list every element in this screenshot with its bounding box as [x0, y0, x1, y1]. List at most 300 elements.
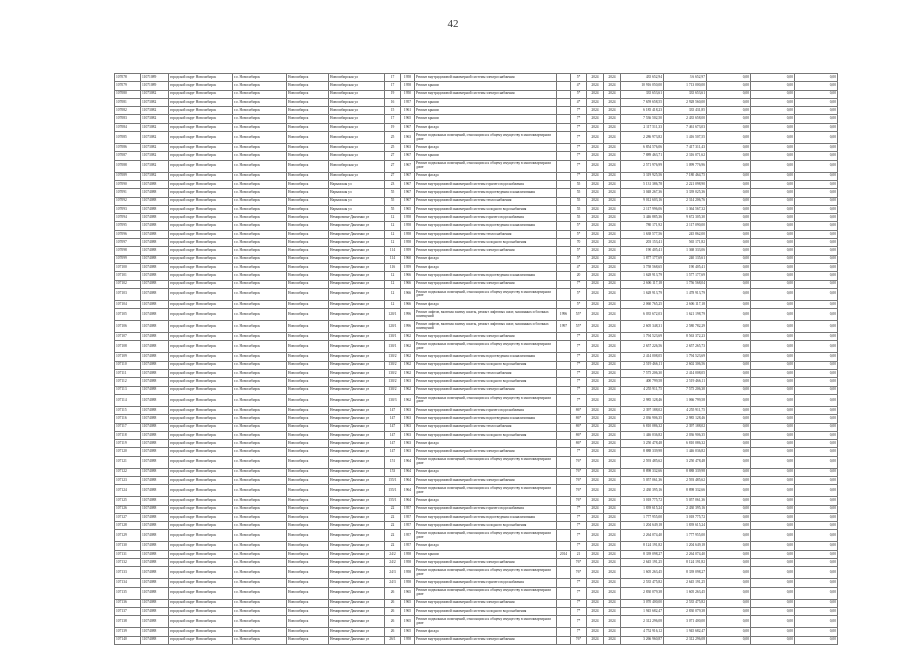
table-cell: 107096	[115, 230, 141, 238]
table-cell: 1950	[401, 90, 415, 98]
table-cell: 0,00	[751, 300, 795, 308]
table-cell: 153	[385, 468, 401, 476]
table-cell: 1 446 036,82	[621, 431, 664, 439]
table-cell: 3 6 652,97	[664, 74, 707, 82]
table-cell: Новосибирск	[287, 587, 329, 599]
table-cell	[557, 353, 571, 361]
table-cell: Нарымская ул	[329, 197, 385, 205]
table-cell: 2024	[587, 406, 604, 414]
table-cell: Новосибирск	[287, 378, 329, 386]
table-cell: 0,00	[795, 107, 838, 115]
table-cell: городской округ Новосибирск	[169, 90, 233, 98]
table-cell: Немировича-Данченко ул	[329, 476, 385, 484]
table-cell: 2024	[604, 82, 621, 90]
table-cell: 2024	[587, 386, 604, 394]
table-cell: Новосибирск	[287, 172, 329, 180]
table-cell: 7*	[571, 144, 587, 152]
table-cell: 55	[571, 189, 587, 197]
table-cell: 76*	[571, 485, 587, 497]
table-cell: г.о. Новосибирск	[233, 587, 287, 599]
table-cell: г.о. Новосибирск	[233, 599, 287, 607]
table-cell: 5 057 061,36	[664, 497, 707, 505]
table-cell: 1963	[401, 431, 415, 439]
table-cell: 2024	[604, 263, 621, 271]
table-cell: 1958	[401, 230, 415, 238]
table-cell: 1967	[401, 180, 415, 188]
table-cell: 1 638 577,56	[621, 230, 664, 238]
table-cell: 0,00	[751, 394, 795, 406]
table-cell: 0,00	[795, 239, 838, 247]
table-cell: 86*	[571, 406, 587, 414]
table-cell: Немировича-Данченко ул	[329, 353, 385, 361]
table-cell: 1958	[401, 579, 415, 587]
table-cell: 7*	[571, 341, 587, 353]
table-cell: 107117	[115, 423, 141, 431]
table-cell: 2 060 765,25	[621, 300, 664, 308]
table-cell: Ремонт внутридомовой инженерной системы электроснабжения	[415, 90, 557, 98]
table-cell: 1966	[401, 288, 415, 300]
table-cell: 0,00	[795, 431, 838, 439]
table-cell: Ремонт внутридомовой инженерной системы электроснабжения	[415, 247, 557, 255]
table-cell: 0,00	[751, 115, 795, 123]
table-cell: Новосибирск	[287, 579, 329, 587]
table-cell: г.о. Новосибирск	[233, 82, 287, 90]
table-cell: 107093	[115, 205, 141, 213]
table-cell: 1 713 000,00	[664, 82, 707, 90]
table-cell: 24/3	[385, 579, 401, 587]
table-cell: 3 339 025,36	[664, 189, 707, 197]
table-cell: 0,00	[751, 386, 795, 394]
table-cell: Новосибирск	[287, 468, 329, 476]
table-cell: г.о. Новосибирск	[233, 309, 287, 321]
table-cell: 8 339 098,27	[664, 567, 707, 579]
table-cell: 0,00	[751, 98, 795, 106]
table-cell: Новосибирск	[287, 90, 329, 98]
table-cell: 0,00	[751, 415, 795, 423]
table-cell: Новосибирск	[287, 607, 329, 615]
table-cell: 155/1	[385, 476, 401, 484]
table-cell: 0,00	[707, 599, 751, 607]
table-cell: г.о. Новосибирск	[233, 370, 287, 378]
table-cell: городской округ Новосибирск	[169, 239, 233, 247]
table-cell: 2 657 226,56	[621, 341, 664, 353]
table-cell: 4*	[571, 263, 587, 271]
table-cell: Новосибирская ул	[329, 160, 385, 172]
table-cell: 107134	[115, 579, 141, 587]
table-cell: 0,00	[751, 205, 795, 213]
table-cell: 2024	[587, 636, 604, 644]
table-cell: Новосибирская ул	[329, 123, 385, 131]
table-cell: 2024	[587, 333, 604, 341]
table-row	[115, 468, 838, 476]
table-cell: 0,00	[751, 353, 795, 361]
table-cell: 2024	[587, 222, 604, 230]
table-cell: 0,00	[795, 300, 838, 308]
table-cell: Ремонт фасада	[415, 440, 557, 448]
table-cell: 11074088	[141, 255, 169, 263]
table-cell: 7*	[571, 628, 587, 636]
table-cell: 2024	[587, 132, 604, 144]
table-cell: 1958	[401, 222, 415, 230]
table-cell	[557, 370, 571, 378]
table-cell: Новосибирск	[287, 74, 329, 82]
table-cell: 2 314 206,76	[664, 197, 707, 205]
table-cell: 2024	[587, 616, 604, 628]
table-cell: Немировича-Данченко ул	[329, 636, 385, 644]
table-cell: Ремонт лифтов, включая замену шахты, ремонт лифтовых шахт, машинных и блочных помещений	[415, 321, 557, 333]
table-cell: Ремонт подвальных помещений, относящихся к общему имуществу в многоквартирном доме	[415, 341, 557, 353]
table-cell: 3 250 478,48	[621, 440, 664, 448]
table-row	[115, 321, 838, 333]
table-cell: 0,00	[707, 542, 751, 550]
table-cell: 7 575 206,30	[664, 386, 707, 394]
table-cell: 5*	[571, 74, 587, 82]
table-cell: 2024	[587, 550, 604, 558]
table-cell: Новосибирск	[287, 214, 329, 222]
table-cell: 0,00	[795, 567, 838, 579]
table-cell: 0,00	[751, 456, 795, 468]
table-cell: Ремонт внутридомовой инженерной системы водоотведения и канализования	[415, 272, 557, 280]
table-cell: Ремонт фасада	[415, 144, 557, 152]
table-cell: 107116	[115, 415, 141, 423]
table-cell: Новосибирск	[287, 616, 329, 628]
table-cell: 1967	[401, 160, 415, 172]
table-cell: 0,00	[751, 230, 795, 238]
table-cell: 0,00	[707, 505, 751, 513]
table-row	[115, 370, 838, 378]
table-cell: 130/2	[385, 361, 401, 369]
table-cell: городской округ Новосибирск	[169, 263, 233, 271]
table-cell: 155/1	[385, 497, 401, 505]
table-cell	[557, 628, 571, 636]
table-cell: Новосибирская ул	[329, 107, 385, 115]
table-cell: 1965	[401, 616, 415, 628]
table-cell: Ремонт внутридомовой инженерной системы теплоснабжения	[415, 230, 557, 238]
table-cell: 1996	[401, 309, 415, 321]
table-cell: 2 036 906,35	[664, 431, 707, 439]
table-cell: 7*	[571, 579, 587, 587]
table-cell: 5*	[571, 288, 587, 300]
table-cell: 107114	[115, 394, 141, 406]
table-cell: 11071089	[141, 82, 169, 90]
table-cell: 2024	[604, 542, 621, 550]
table-cell: 2024	[604, 98, 621, 106]
table-cell: Новосибирск	[287, 456, 329, 468]
table-cell: 7*	[571, 522, 587, 530]
table-cell: 107125	[115, 497, 141, 505]
table-cell: 2024	[604, 587, 621, 599]
table-cell: 2024	[604, 222, 621, 230]
table-cell: 1996	[401, 321, 415, 333]
table-cell: Немировича-Данченко ул	[329, 567, 385, 579]
table-cell: г.о. Новосибирск	[233, 361, 287, 369]
table-cell: 2 606 117,18	[664, 300, 707, 308]
table-cell: 2 519 466,11	[621, 361, 664, 369]
table-cell: Новосибирск	[287, 160, 329, 172]
table-cell: 120/1	[385, 309, 401, 321]
table-cell: городской округ Новосибирск	[169, 468, 233, 476]
table-cell: 0,00	[795, 222, 838, 230]
table-cell: 0,00	[751, 309, 795, 321]
table-cell: 0,00	[751, 107, 795, 115]
table-cell: 0,00	[751, 431, 795, 439]
table-cell: Новосибирск	[287, 189, 329, 197]
table-cell: г.о. Новосибирск	[233, 98, 287, 106]
table-cell: городской округ Новосибирск	[169, 205, 233, 213]
table-cell	[557, 522, 571, 530]
table-cell: 107138	[115, 616, 141, 628]
table-cell: 1 777 955,00	[664, 530, 707, 542]
table-cell: 1962	[401, 361, 415, 369]
table-cell: 2024	[604, 272, 621, 280]
table-cell: 11074088	[141, 288, 169, 300]
table-cell: г.о. Новосибирск	[233, 189, 287, 197]
table-cell: 107111	[115, 370, 141, 378]
table-cell: 2024	[587, 107, 604, 115]
table-cell: Новосибирск	[287, 406, 329, 414]
table-cell: 0,00	[751, 160, 795, 172]
table-cell: 1 577 177,69	[664, 272, 707, 280]
table-cell: 2024	[587, 197, 604, 205]
table-cell: 0,00	[751, 607, 795, 615]
table-cell: 11074088	[141, 386, 169, 394]
table-cell: 190 405,41	[664, 263, 707, 271]
table-cell: 2024	[604, 309, 621, 321]
table-cell: 2024	[604, 341, 621, 353]
table-cell: Новосибирск	[287, 341, 329, 353]
table-cell: 1965	[401, 599, 415, 607]
table-cell: 0,00	[707, 394, 751, 406]
table-cell: 0,00	[795, 321, 838, 333]
table-cell: 2 316 071,62	[664, 152, 707, 160]
table-cell: Ремонт внутридомовой инженерной системы теплоснабжения	[415, 423, 557, 431]
table-cell: 7*	[571, 448, 587, 456]
table-cell: 3 446 885,36	[621, 214, 664, 222]
table-cell: 2024	[587, 468, 604, 476]
table-cell	[557, 497, 571, 505]
table-cell: 1962	[401, 353, 415, 361]
table-cell: городской округ Новосибирск	[169, 272, 233, 280]
table-cell	[557, 272, 571, 280]
table-cell: 2024	[587, 567, 604, 579]
table-cell: Немировича-Данченко ул	[329, 522, 385, 530]
table-cell: 0,00	[795, 587, 838, 599]
table-cell: 107132	[115, 559, 141, 567]
table-cell: 0,00	[707, 321, 751, 333]
table-cell: 0,00	[795, 497, 838, 505]
table-cell: Ремонт фасада	[415, 263, 557, 271]
table-cell: городской округ Новосибирск	[169, 559, 233, 567]
table-cell: 1967	[401, 172, 415, 180]
table-cell: городской округ Новосибирск	[169, 230, 233, 238]
table-cell: г.о. Новосибирск	[233, 415, 287, 423]
table-row	[115, 288, 838, 300]
table-cell: Немировича-Данченко ул	[329, 628, 385, 636]
table-cell: 107086	[115, 144, 141, 152]
table-cell: 147	[385, 431, 401, 439]
table-cell: 2024	[587, 341, 604, 353]
table-cell: 1 446 036,82	[664, 448, 707, 456]
table-cell: г.о. Новосибирск	[233, 107, 287, 115]
table-cell: Новосибирск	[287, 263, 329, 271]
table-cell: 2 397 188,02	[664, 423, 707, 431]
table-cell: 0,00	[795, 115, 838, 123]
table-cell: 107131	[115, 550, 141, 558]
table-cell: городской округ Новосибирск	[169, 386, 233, 394]
table-cell: 7*	[571, 386, 587, 394]
table-cell: 1965	[401, 587, 415, 599]
table-cell: 1967	[401, 123, 415, 131]
table-cell: 17	[385, 82, 401, 90]
table-cell: 7*	[571, 607, 587, 615]
table-cell: 0,00	[707, 530, 751, 542]
table-cell	[557, 448, 571, 456]
table-cell	[557, 115, 571, 123]
table-cell: городской округ Новосибирск	[169, 341, 233, 353]
table-cell: 4 255 911,75	[621, 386, 664, 394]
table-cell: 0,00	[751, 567, 795, 579]
table-cell: 0,00	[795, 456, 838, 468]
table-cell: 0,00	[707, 247, 751, 255]
table-row	[115, 107, 838, 115]
table-cell: 6 810 086,32	[621, 423, 664, 431]
table-cell: 1958	[401, 559, 415, 567]
table-cell: 1 605 263,45	[621, 567, 664, 579]
table-cell: 107130	[115, 542, 141, 550]
table-cell: 107126	[115, 505, 141, 513]
table-cell: 130/2	[385, 386, 401, 394]
table-row	[115, 448, 838, 456]
table-cell: 1959	[401, 247, 415, 255]
table-cell: 130/1	[385, 341, 401, 353]
table-cell: 0,00	[751, 239, 795, 247]
table-cell: 76*	[571, 567, 587, 579]
table-row	[115, 98, 838, 106]
table-cell: 2024	[587, 599, 604, 607]
table-cell: городской округ Новосибирск	[169, 378, 233, 386]
table-cell: Немировича-Данченко ул	[329, 288, 385, 300]
table-cell: г.о. Новосибирск	[233, 353, 287, 361]
table-cell: 0,00	[707, 288, 751, 300]
table-cell: городской округ Новосибирск	[169, 189, 233, 197]
table-cell: 0,00	[795, 247, 838, 255]
table-cell: 107113	[115, 386, 141, 394]
table-cell: 0,00	[795, 406, 838, 414]
table-cell: 0,00	[707, 263, 751, 271]
table-cell: 0,00	[751, 333, 795, 341]
table-cell: 11073082	[141, 160, 169, 172]
table-cell	[557, 468, 571, 476]
table-cell: 0,00	[795, 476, 838, 484]
table-cell	[557, 222, 571, 230]
table-row	[115, 222, 838, 230]
table-cell: 2024	[587, 476, 604, 484]
table-cell: 107095	[115, 222, 141, 230]
table-cell: 0,00	[795, 172, 838, 180]
table-cell: 1 099 776,96	[664, 160, 707, 172]
table-cell: Нарымская ул	[329, 205, 385, 213]
table-cell: городской округ Новосибирск	[169, 214, 233, 222]
table-cell: 5 131 386,78	[621, 180, 664, 188]
table-cell: Ремонт внутридомовой инженерной системы холодного водоснабжения	[415, 361, 557, 369]
table-cell: 2024	[587, 180, 604, 188]
table-row	[115, 205, 838, 213]
table-cell: 7*	[571, 172, 587, 180]
table-cell: 0,00	[795, 579, 838, 587]
table-cell: 0,00	[795, 144, 838, 152]
table-cell: 107083	[115, 115, 141, 123]
table-cell: 0,00	[751, 247, 795, 255]
table-cell: г.о. Новосибирск	[233, 214, 287, 222]
table-cell: 0,00	[795, 309, 838, 321]
table-cell: 107103	[115, 288, 141, 300]
table-cell: 2024	[604, 205, 621, 213]
table-cell: 107100	[115, 263, 141, 271]
table-cell	[557, 230, 571, 238]
table-cell: 11073082	[141, 107, 169, 115]
table-cell: 6 185 418,23	[621, 107, 664, 115]
table-cell: 147	[385, 440, 401, 448]
table-cell: Немировича-Данченко ул	[329, 579, 385, 587]
table-cell: Новосибирская ул	[329, 74, 385, 82]
table-cell: городской округ Новосибирск	[169, 361, 233, 369]
table-cell: Новосибирск	[287, 272, 329, 280]
table-cell: 22	[385, 522, 401, 530]
table-cell: 0,00	[751, 370, 795, 378]
table-cell: 22	[385, 513, 401, 521]
table-cell: Ремонт внутридомовой инженерной системы горячего водоснабжения	[415, 505, 557, 513]
table-cell: Немировича-Данченко ул	[329, 280, 385, 288]
table-cell: 0,00	[707, 123, 751, 131]
table-cell: 107122	[115, 468, 141, 476]
table-cell	[557, 239, 571, 247]
table-cell: 7*	[571, 280, 587, 288]
table-cell: г.о. Новосибирск	[233, 247, 287, 255]
table-row	[115, 152, 838, 160]
table-cell: 5 057 061,36	[621, 476, 664, 484]
table-cell	[557, 144, 571, 152]
table-cell: 2014	[557, 550, 571, 558]
table-cell: Немировича-Данченко ул	[329, 222, 385, 230]
table-cell: 55	[571, 197, 587, 205]
table-cell: городской округ Новосибирск	[169, 497, 233, 505]
table-cell: 2 117 996,06	[621, 205, 664, 213]
table-cell: 2 117 511,33	[621, 123, 664, 131]
table-cell: 0,00	[751, 132, 795, 144]
table-cell: 0,00	[795, 205, 838, 213]
table-cell: Новосибирск	[287, 599, 329, 607]
table-cell: 2024	[604, 406, 621, 414]
table-cell: 7*	[571, 616, 587, 628]
table-cell: 0,00	[751, 497, 795, 505]
table-cell: 0,00	[751, 505, 795, 513]
table-cell: 2024	[604, 456, 621, 468]
table-cell: 0,00	[795, 180, 838, 188]
table-cell: городской округ Новосибирск	[169, 288, 233, 300]
table-cell: Новосибирск	[287, 107, 329, 115]
table-cell: 24/2	[385, 559, 401, 567]
table-cell: 11074088	[141, 440, 169, 448]
table-cell: 335 431,85	[664, 107, 707, 115]
table-cell: Немировича-Данченко ул	[329, 214, 385, 222]
table-cell: 11074088	[141, 263, 169, 271]
table-cell: 27	[385, 160, 401, 172]
table-cell: 130/2	[385, 378, 401, 386]
table-cell: г.о. Новосибирск	[233, 300, 287, 308]
table-cell: Немировича-Данченко ул	[329, 386, 385, 394]
table-cell: 1 204 649,18	[664, 542, 707, 550]
table-cell: Немировича-Данченко ул	[329, 542, 385, 550]
